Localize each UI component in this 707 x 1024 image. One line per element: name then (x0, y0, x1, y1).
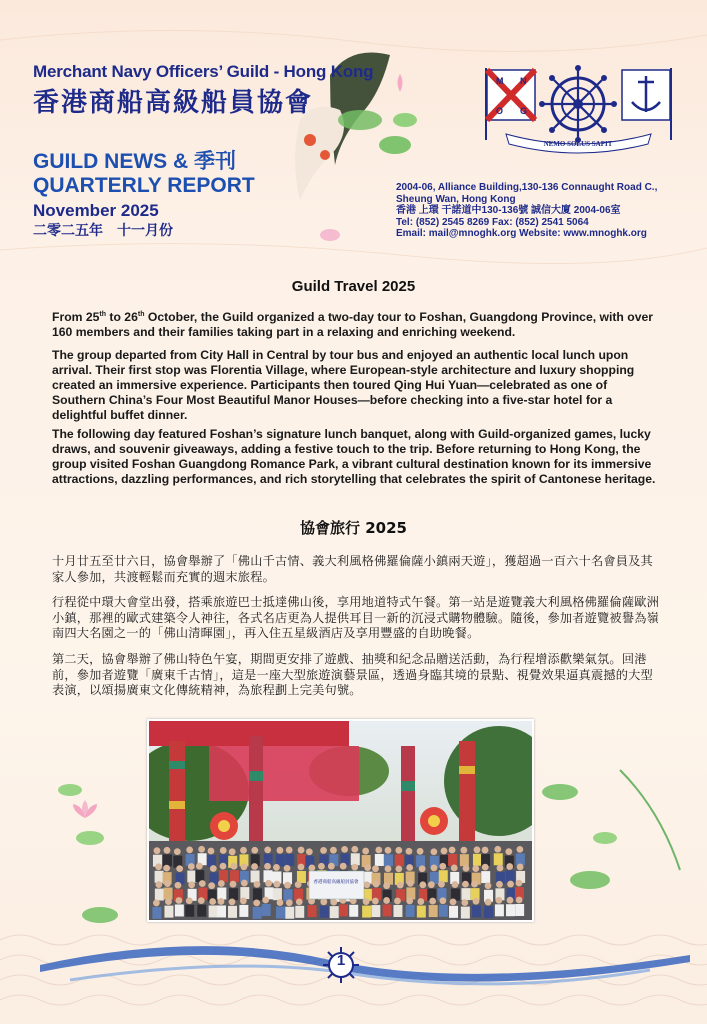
crowd-person (481, 871, 490, 883)
email-website-line: Email: mail@mnoghk.org Website: www.mnoghk.org (396, 228, 647, 240)
crowd-person (152, 907, 161, 919)
crowd-person-head (153, 900, 160, 907)
article-paragraph-chinese: 第二天，協會舉辦了佛山特色午宴，期間更安排了遊戲、抽獎和紀念品贈送活動，為行程增添歡樂氣氛。回港前，參加者遊覽「廣東千古情」，這是一座大型旅遊演藝景區，透過身臨其境的景點、視覺效果逼真震撼的大型表演，以頌揚廣東文化傳統精神，為旅程劃上完美句號。 (52, 652, 653, 697)
crowd-person-head (482, 864, 489, 871)
article-paragraph-english: The following day featured Foshan’s signature lunch banquet, along with Guild-organized games, lucky draws, and souvenir giveaways, adding a festive touch to the trip. Before returning to Hong Kong, the group visited Foshan Guangdong Romance Park, a vibrant cultural destination known for its immersive attractions, dazzling performances, and rich storytelling that celebrates the spirit of Cantonese heritage. (52, 427, 656, 486)
crowd-person-head (196, 863, 203, 870)
crowd-person (297, 871, 306, 883)
crowd-person-head (439, 897, 446, 904)
crowd-person-head (174, 848, 181, 855)
crowd-person (330, 906, 339, 918)
crowd-person-head (471, 881, 478, 888)
crowd-person-head (372, 898, 379, 905)
crowd-person (439, 905, 448, 917)
crowd-person-head (188, 881, 195, 888)
crowd-person (207, 855, 216, 867)
crowd-person-head (306, 848, 313, 855)
crowd-person (209, 905, 218, 917)
newsletter-title-line1: GUILD NEWS & 季刊 (33, 150, 236, 173)
ordinal-suffix: th (137, 311, 145, 318)
organization-name-english: Merchant Navy Officers’ Guild - Hong Kong (33, 62, 374, 81)
crowd-person-head (229, 898, 236, 905)
crowd-person (240, 887, 249, 899)
crowd-person (448, 854, 457, 866)
crowd-person-head (210, 865, 217, 872)
crowd-person-head (220, 847, 227, 854)
crowd-person (472, 905, 481, 917)
crowd-person (217, 887, 226, 899)
crowd-person (262, 904, 271, 916)
guild-logo (476, 62, 681, 154)
crowd-person-head (296, 898, 303, 905)
crowd-person-head (439, 863, 446, 870)
crowd-person-head (340, 863, 347, 870)
address-line: 香港 上環 干諾道中130-136號 誠信大廈 2004-06室 (396, 205, 621, 217)
crowd-person-head (451, 865, 458, 872)
crowd-person (349, 905, 358, 917)
crowd-person (417, 906, 426, 918)
crowd-person (276, 907, 285, 919)
crowd-person (506, 904, 515, 916)
crowd-person (416, 855, 425, 867)
crowd-person-head (395, 847, 402, 854)
group-photo (147, 719, 534, 922)
crowd-person-head (284, 865, 291, 872)
crowd-person-head (461, 899, 468, 906)
crowd-person-head (472, 865, 479, 872)
crowd-person-head (485, 899, 492, 906)
crowd-person (406, 887, 415, 899)
crowd-person-head (175, 897, 182, 904)
crowd-person-head (474, 846, 481, 853)
crowd-person-head (516, 880, 523, 887)
crowd-person-head (385, 847, 392, 854)
crowd-person-head (351, 846, 358, 853)
crowd-person-head (383, 897, 390, 904)
crowd-person-head (298, 864, 305, 871)
crowd-person-head (198, 846, 205, 853)
crowd-person (284, 889, 293, 901)
crowd-person-head (406, 898, 413, 905)
crowd-person (375, 854, 384, 866)
crowd-person-head (254, 881, 261, 888)
crowd-person-head (251, 847, 258, 854)
crowd-person (494, 853, 503, 865)
crowd-person (155, 871, 164, 883)
crowd-person-head (407, 880, 414, 887)
crowd-person (484, 906, 493, 918)
crowd-person (217, 905, 226, 917)
crowd-person-head (273, 864, 280, 871)
crowd-person-head (165, 898, 172, 905)
article-paragraph-chinese: 十月廿五至廿六日，協會舉辦了「佛山千古情、義大利風格佛羅倫薩小鎮兩天遊」，獲超過一百六十名會員及其家人參加，共渡輕鬆而充實的週末旅程。 (52, 554, 653, 584)
crowd-person (449, 906, 458, 918)
crowd-person-head (209, 898, 216, 905)
crowd-person-head (364, 864, 371, 871)
crowd-person (339, 904, 348, 916)
organization-name-chinese: 香港商船高級船員協會 (33, 88, 314, 118)
crowd-person-head (441, 848, 448, 855)
crowd-person (163, 854, 172, 866)
crowd-person (320, 906, 329, 918)
crowd-person-head (163, 865, 170, 872)
crowd-person-head (155, 881, 162, 888)
crowd-person (187, 871, 196, 883)
newsletter-title-line2: QUARTERLY REPORT (33, 174, 255, 197)
crowd-person-head (473, 898, 480, 905)
crowd-person-head (362, 848, 369, 855)
article-heading-chinese: 協會旅行 2025 (300, 519, 407, 537)
group-photo-illustration (149, 721, 532, 920)
crowd-person-head (253, 899, 260, 906)
crowd-person-head (262, 897, 269, 904)
crowd-person-head (394, 898, 401, 905)
ordinal-suffix: th (99, 311, 107, 318)
crowd-person-head (330, 899, 337, 906)
crowd-person-head (265, 880, 272, 887)
crowd-person-head (330, 847, 337, 854)
svg-text:O: O (496, 106, 504, 116)
crowd-person-head (373, 881, 380, 888)
crowd-person-head (452, 881, 459, 888)
crowd-person-head (164, 847, 171, 854)
crowd-person-head (462, 881, 469, 888)
crowd-person-head (264, 846, 271, 853)
svg-text:M: M (496, 76, 504, 86)
svg-text:G: G (520, 106, 528, 116)
crowd-person-head (449, 847, 456, 854)
crowd-person-head (507, 881, 514, 888)
crowd-person-head (284, 882, 291, 889)
article-paragraph-chinese: 行程從中環大會堂出發，搭乘旅遊巴士抵達佛山後，享用地道特式午餐。第一站是遊覽義大利風格佛羅倫薩歐洲小鎮，那裡的歐式建築令人神往，各式名店更為人提供耳目一新的沉浸式購物體驗。隨後，參加者遊覽被譽為嶺南四大名園之一的「佛山清暉園」，再入住五星級酒店及享用豐盛的自助晚餐。 (52, 595, 659, 640)
crowd-person-head (385, 865, 392, 872)
crowd-person-head (186, 846, 193, 853)
contact-address-block (396, 182, 657, 240)
crowd-person-head (431, 865, 438, 872)
crowd-person-head (372, 865, 379, 872)
crowd-person-head (516, 897, 523, 904)
crowd-person (429, 905, 438, 917)
crowd-person (461, 888, 470, 900)
crowd-person-head (496, 881, 503, 888)
crowd-person-head (505, 848, 512, 855)
crowd-person (228, 906, 237, 918)
crowd-person-head (230, 881, 237, 888)
crowd-person-head (438, 881, 445, 888)
crowd-person-head (164, 880, 171, 887)
crowd-person (185, 905, 194, 917)
crowd-person-head (208, 848, 215, 855)
crowd-person (308, 905, 317, 917)
crowd-person-head (176, 865, 183, 872)
crowd-person (406, 905, 415, 917)
crowd-person (393, 905, 402, 917)
crowd-person (285, 907, 294, 919)
crowd-person-head (430, 848, 437, 855)
crowd-person-head (351, 864, 358, 871)
newsletter-title (33, 150, 255, 198)
crowd-person (251, 870, 260, 882)
issue-date-english: November 2025 (33, 201, 159, 220)
crowd-person (295, 906, 304, 918)
crowd-person (155, 889, 164, 901)
crowd-person-head (220, 863, 227, 870)
crowd-person-head (198, 897, 205, 904)
crowd-person-head (496, 897, 503, 904)
crowd-person-head (507, 897, 514, 904)
crowd-person-head (218, 898, 225, 905)
crowd-person (395, 854, 404, 866)
crowd-person-head (264, 863, 271, 870)
svg-text:N: N (520, 76, 527, 86)
crowd-person-head (155, 863, 162, 870)
crowd-person-head (482, 847, 489, 854)
crowd-person-head (240, 847, 247, 854)
crowd-person-head (494, 846, 501, 853)
crowd-person (371, 905, 380, 917)
crowd-person-head (188, 863, 195, 870)
crowd-person-head (383, 882, 390, 889)
crowd-person-head (341, 846, 348, 853)
crowd-person-head (429, 898, 436, 905)
crowd-person-head (175, 882, 182, 889)
crowd-person (273, 888, 282, 900)
crowd-person-head (318, 863, 325, 870)
crowd-person-head (406, 864, 413, 871)
crowd-person-head (277, 899, 284, 906)
crowd-person (515, 904, 524, 916)
crowd-person-head (497, 865, 504, 872)
paragraph-text: From 25th to 26th October, the Guild organized a two-day tour to Foshan, Guangdong Province, with over 160 members and their families taking part in a relaxing and enriching weekend. (52, 310, 654, 340)
crowd-person-head (229, 848, 236, 855)
crowd-person-head (186, 897, 193, 904)
crowd-person (239, 905, 248, 917)
article-paragraph-english: The group departed from City Hall in Central by tour bus and enjoyed an authentic local lunch upon arrival. Their first stop was Florentia Village, where European-style architecture and luxury shopping created an immersive experience. Participants then toured Qing Hui Yuan—celebrated as one of Southern China’s Four Most Beautiful Manor Houses—before checking into a five-star hotel for a delightful buffet dinner. (52, 348, 635, 422)
crowd-person-head (295, 881, 302, 888)
crowd-person-head (417, 848, 424, 855)
crowd-person (473, 854, 482, 866)
crowd-person-head (406, 848, 413, 855)
crowd-person-head (419, 865, 426, 872)
logo-motto: NEMO SOLUS SAPIT (543, 140, 613, 148)
crowd-person-head (419, 881, 426, 888)
crowd-person-head (199, 880, 206, 887)
crowd-person-head (450, 898, 457, 905)
article-heading-english: Guild Travel 2025 (291, 278, 416, 295)
address-line: 2004-06, Alliance Building,130-136 Connaught Road C., (396, 182, 658, 193)
crowd-person (175, 904, 184, 916)
crowd-person (285, 854, 294, 866)
crowd-person-head (277, 847, 284, 854)
crowd-person (439, 870, 448, 882)
crowd-person-head (517, 864, 524, 871)
crowd-person (229, 888, 238, 900)
crowd-person (351, 853, 360, 865)
crowd-person (383, 904, 392, 916)
crowd-person-head (241, 880, 248, 887)
crowd-person-head (208, 882, 215, 889)
crowd-person (164, 906, 173, 918)
crowd-person (495, 904, 504, 916)
crowd-person (253, 888, 262, 900)
page-number: 1 (336, 952, 346, 969)
crowd-person-head (320, 898, 327, 905)
crowd-person-head (428, 881, 435, 888)
crowd-person (384, 854, 393, 866)
crowd-person-head (273, 881, 280, 888)
crowd-person-head (397, 882, 404, 889)
crowd-person-head (328, 863, 335, 870)
crowd-person (461, 907, 470, 919)
crowd-person-head (308, 865, 315, 872)
crowd-person-head (363, 881, 370, 888)
issue-date-chinese: 二零二五年 十一月份 (33, 223, 173, 239)
crowd-person (230, 870, 239, 882)
crowd-person-head (516, 846, 523, 853)
crowd-person-head (485, 882, 492, 889)
crowd-person-head (154, 847, 161, 854)
crowd-person-head (240, 898, 247, 905)
crowd-person-head (298, 847, 305, 854)
crowd-person-head (286, 847, 293, 854)
crowd-person-head (320, 847, 327, 854)
crowd-person-head (395, 866, 402, 873)
address-line: Sheung Wan, Hong Kong (396, 193, 516, 205)
phone-fax-line: Tel: (852) 2545 8269 Fax: (852) 2541 5064 (396, 216, 589, 228)
crowd-person-head (251, 863, 258, 870)
crowd-person-head (218, 880, 225, 887)
crowd-person-head (506, 863, 513, 870)
crowd-person (362, 906, 371, 918)
crowd-person-head (286, 899, 293, 906)
article-paragraph-english (52, 307, 660, 340)
crowd-person-head (231, 863, 238, 870)
crowd-person (164, 888, 173, 900)
crowd-person-head (460, 847, 467, 854)
crowd-person (197, 905, 206, 917)
crowd-person-head (375, 847, 382, 854)
crowd-person (253, 907, 262, 919)
crowd-person-head (417, 898, 424, 905)
photo-banner-text: 香港商船高級船員協會 (313, 880, 359, 885)
crowd-person (460, 854, 469, 866)
crowd-person-head (463, 865, 470, 872)
crowd-person-head (241, 863, 248, 870)
